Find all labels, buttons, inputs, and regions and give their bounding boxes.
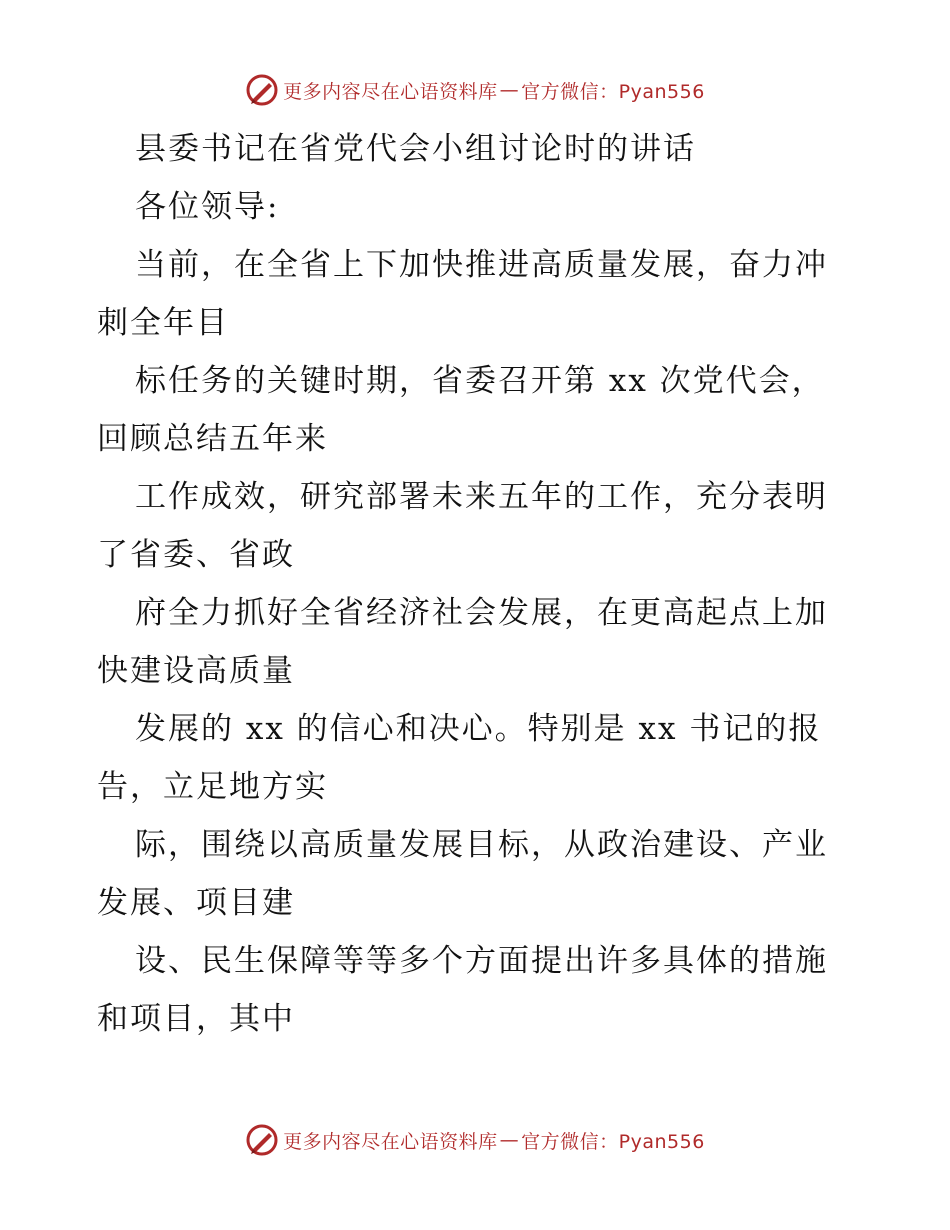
paragraph-line: 和项目，其中 [97, 1001, 295, 1037]
paragraph-line: 府全力抓好全省经济社会发展，在更高起点上加 [135, 595, 828, 631]
paragraph-line: 发展的 xx 的信心和决心。特别是 xx 书记的报 [135, 711, 822, 747]
watermark-dash: — [499, 1129, 520, 1151]
watermark-banner-top [0, 70, 950, 110]
paragraph-line: 际，围绕以高质量发展目标，从政治建设、产业 [135, 827, 828, 863]
paragraph-line: 了省委、省政 [97, 537, 295, 573]
pen-logo-icon [245, 73, 279, 107]
paragraph-line: 快建设高质量 [97, 653, 295, 689]
paragraph-line: 刺全年目 [97, 305, 229, 341]
watermark-text: 更多内容尽在心语资料库 [283, 80, 498, 103]
pen-logo-icon [245, 1123, 279, 1157]
paragraph-line: 发展、项目建 [97, 885, 295, 921]
paragraph-line: 设、民生保障等等多个方面提出许多具体的措施 [135, 943, 828, 979]
watermark-wechat: 官方微信：Pyan556 [521, 1130, 705, 1153]
watermark-wechat: 官方微信：Pyan556 [521, 80, 705, 103]
watermark-dash: — [499, 79, 520, 101]
watermark-banner-bottom [0, 1120, 950, 1160]
document-title: 县委书记在省党代会小组讨论时的讲话 [135, 131, 696, 167]
paragraph-line: 回顾总结五年来 [97, 421, 328, 457]
paragraph-line: 告，立足地方实 [97, 769, 328, 805]
paragraph-line: 标任务的关键时期，省委召开第 xx 次党代会， [135, 363, 825, 399]
paragraph-line: 当前，在全省上下加快推进高质量发展，奋力冲 [135, 247, 828, 283]
paragraph-line: 工作成效，研究部署未来五年的工作，充分表明 [135, 479, 828, 515]
paragraph-line: 各位领导: [135, 189, 280, 225]
watermark-text: 更多内容尽在心语资料库 [283, 1130, 498, 1153]
document-body [97, 120, 857, 1048]
